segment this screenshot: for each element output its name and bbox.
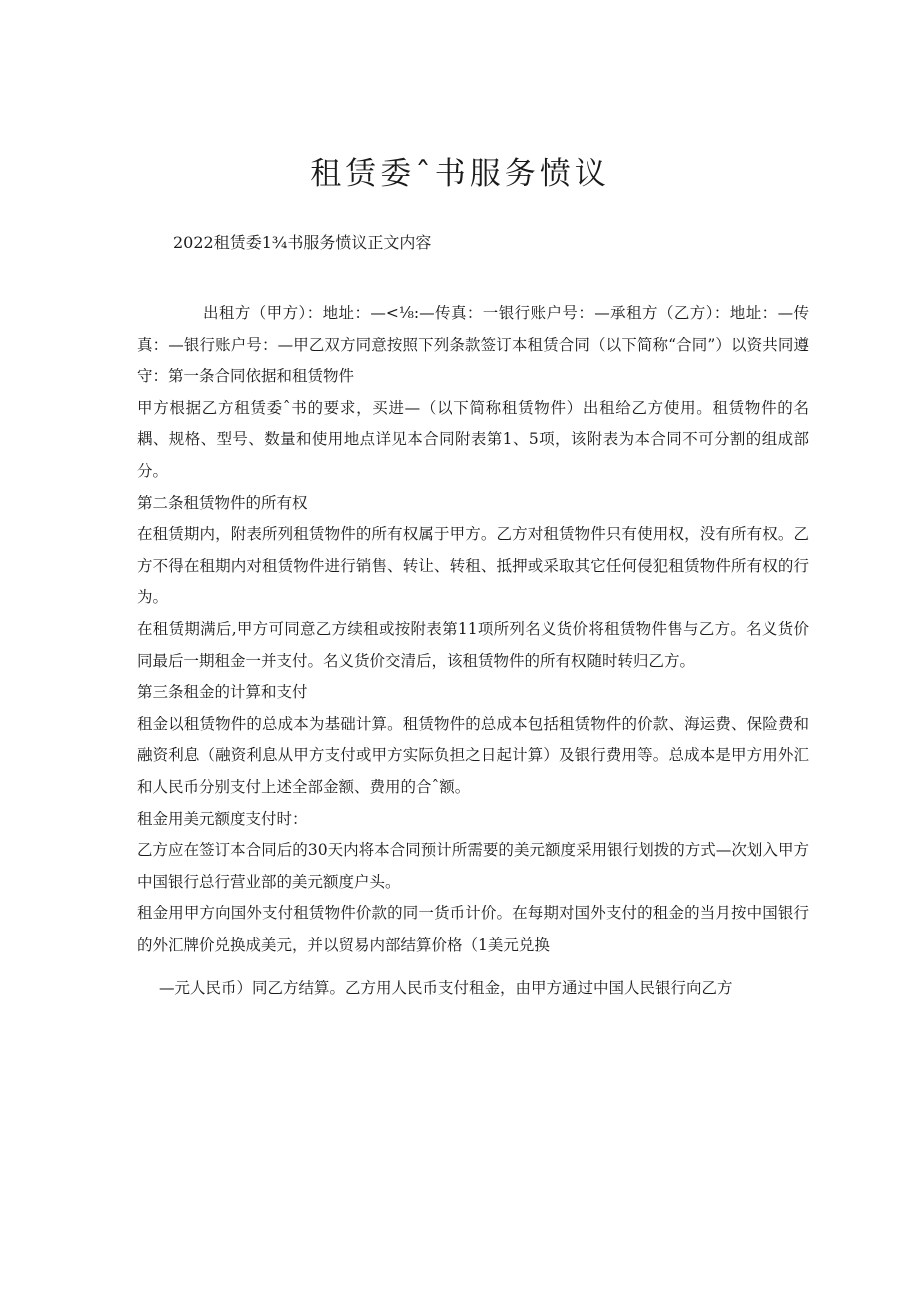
heading-article-3: 第三条租金的计算和支付 [137,683,308,702]
paragraph-article-3-body-2: 乙方应在签订本合同后的30天内将本合同预计所需要的美元额度采用银行划拨的方式—次划入甲方中国银行总行营业部的美元额度户头。 [137,841,809,891]
paragraph-article-3-body-1: 租金以租赁物件的总成本为基础计算。租赁物件的总成本包括租赁物件的价款、海运费、保险费和融资利息（融资利息从甲方支付或甲方实际负担之日起计算）及银行费用等。总成本是甲方用外汇和人民币分别支付上述全部金额、费用的合ˆ额。 [137,714,809,796]
paragraph-article-1-body: 甲方根据乙方租赁委ˆ书的要求，买进—（以下简称租赁物件）出租给乙方使用。租赁物件的名耦、规格、型号、数量和使用地点详见本合同附表第1、5项，该附表为本合同不可分割的组成部分。 [137,398,809,480]
document-subtitle: 2022租赁委1¾书服务愤议正文内容 [173,233,432,252]
paragraph-article-3-body-3: 租金用甲方向国外支付租赁物件价款的同一货币计价。在每期对国外支付的租金的当月按中国银行的外汇牌价兑换成美元，并以贸易内部结算价格（1美元兑换 [137,904,809,954]
paragraph-parties: 出租方（甲方）：地址：—<⅛:—传真：一银行账户号：—承租方（乙方）：地址：—传真：—银行账户号：—甲乙双方同意按照下列条款签订本租赁合同（以下简称“合同”）以资共同遵守：第一条合同依据和租赁物件 [137,304,809,386]
heading-article-2: 第二条租赁物件的所有权 [137,493,308,512]
document-body [137,298,809,1005]
paragraph-article-2-body-1: 在租赁期内，附表所列租赁物件的所有权属于甲方。乙方对租赁物件只有使用权，没有所有权。乙方不得在租期内对租赁物件进行销售、转让、转租、抵押或采取其它任何侵犯租赁物件所有权的行为。 [137,525,809,607]
document-title: 租赁委ˆ书服务愤议 [310,156,610,192]
paragraph-article-3-body-4: —元人民币）同乙方结算。乙方用人民币支付租金，由甲方通过中国人民银行向乙方 [159,979,733,998]
paragraph-article-3-usd-heading: 租金用美元额度支付时： [137,809,308,828]
paragraph-article-2-body-2: 在租赁期满后,甲方可同意乙方续租或按附表第11项所列名义货价将租赁物件售与乙方。名义货价同最后一期租金一并支付。名义货价交清后，该租赁物件的所有权随时转归乙方。 [137,619,809,670]
